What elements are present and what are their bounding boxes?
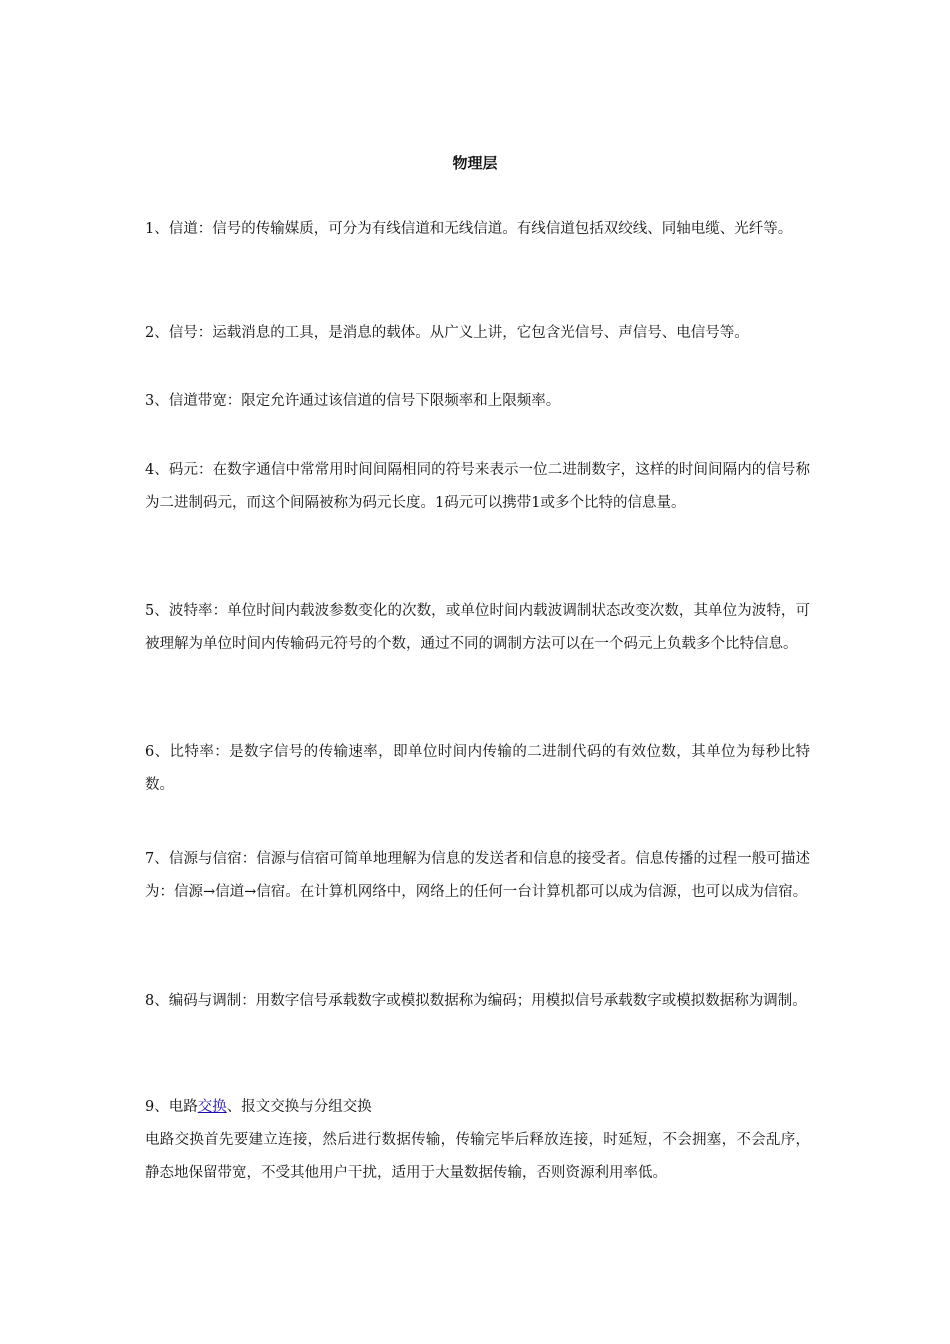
exchange-link[interactable]: 交换 xyxy=(197,1099,227,1115)
paragraph-4: 4、码元：在数字通信中常常用时间间隔相同的符号来表示一位二进制数字，这样的时间间隔内的信号称为二进制码元，而这个间隔被称为码元长度。1码元可以携带1或多个比特的信息量。 xyxy=(145,462,810,511)
page-title: 物理层 xyxy=(452,154,498,172)
section-9-heading xyxy=(145,1091,810,1124)
paragraph-6: 6、比特率：是数字信号的传输速率，即单位时间内传输的二进制代码的有效位数，其单位为每秒比特数。 xyxy=(145,744,810,793)
paragraph-3: 3、信道带宽：限定允许通过该信道的信号下限频率和上限频率。 xyxy=(145,393,561,409)
section-9-body: 电路交换首先要建立连接，然后进行数据传输，传输完毕后释放连接，时延短，不会拥塞，不会乱序，静态地保留带宽，不受其他用户干扰，适用于大量数据传输，否则资源利用率低。 xyxy=(145,1132,810,1181)
paragraph-7: 7、信源与信宿：信源与信宿可简单地理解为信息的发送者和信息的接受者。信息传播的过程一般可描述为：信源→信道→信宿。在计算机网络中，网络上的任何一台计算机都可以成为信源，也可以成为信宿。 xyxy=(145,851,810,900)
paragraph-5: 5、波特率：单位时间内载波参数变化的次数，或单位时间内载波调制状态改变次数，其单位为波特，可被理解为单位时间内传输码元符号的个数，通过不同的调制方法可以在一个码元上负载多个比特信息。 xyxy=(145,603,810,652)
paragraph-1: 1、信道：信号的传输媒质，可分为有线信道和无线信道。有线信道包括双绞线、同轴电缆、光纤等。 xyxy=(145,221,793,237)
paragraph-8: 8、编码与调制：用数字信号承载数字或模拟数据称为编码；用模拟信号承载数字或模拟数据称为调制。 xyxy=(145,993,807,1009)
paragraph-2: 2、信号：运载消息的工具，是消息的载体。从广义上讲，它包含光信号、声信号、电信号等。 xyxy=(145,325,749,341)
section-9-suffix: 、报文交换与分组交换 xyxy=(226,1099,372,1115)
section-9-prefix: 9、电路 xyxy=(145,1099,198,1115)
